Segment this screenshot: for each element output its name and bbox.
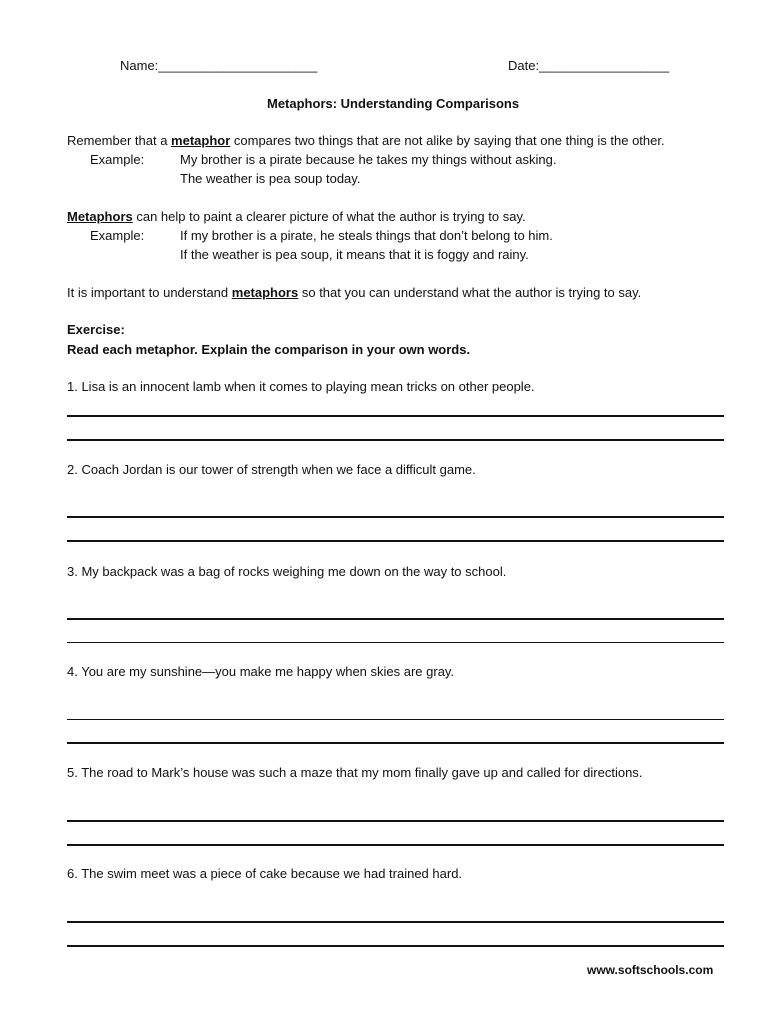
intro-post: compares two things that are not alike by saying that one thing is the other. [230, 133, 665, 148]
question-4: 4. You are my sunshine—you make me happy when skies are gray. [67, 664, 455, 679]
example-sentence-3: If my brother is a pirate, he steals things that don’t belong to him. [180, 228, 553, 243]
intro-line [67, 133, 665, 149]
answer-line-1a[interactable] [67, 415, 724, 417]
page-title: Metaphors: Understanding Comparisons [267, 96, 520, 111]
answer-line-5a[interactable] [67, 820, 724, 822]
answer-line-6a[interactable] [67, 921, 724, 923]
answer-line-4b[interactable] [67, 742, 724, 744]
term-metaphors: Metaphors [67, 209, 133, 224]
paint-line [67, 209, 526, 225]
exercise-instructions: Read each metaphor. Explain the comparison in your own words. [67, 342, 471, 357]
term-metaphors-2: metaphors [231, 285, 299, 300]
question-2: 2. Coach Jordan is our tower of strength when we face a difficult game. [67, 462, 476, 477]
date-label: Date: [508, 58, 540, 73]
example-label: Example: [90, 228, 145, 243]
answer-line-6b[interactable] [67, 945, 724, 947]
term-metaphor: metaphor [171, 133, 231, 148]
exercise-heading: Exercise: [67, 322, 125, 337]
paint-rest: can help to paint a clearer picture of what the author is trying to say. [132, 209, 526, 224]
question-6: 6. The swim meet was a piece of cake because we had trained hard. [67, 866, 463, 881]
important-pre: It is important to understand [67, 285, 232, 300]
example-sentence-1: My brother is a pirate because he takes my things without asking. [180, 152, 557, 167]
question-3: 3. My backpack was a bag of rocks weighing me down on the way to school. [67, 564, 507, 579]
name-blank[interactable]: ______________________ [158, 58, 318, 73]
footer-website[interactable]: www.softschools.com [587, 963, 714, 977]
answer-line-5b[interactable] [67, 844, 724, 846]
answer-line-2a[interactable] [67, 516, 724, 518]
question-1: 1. Lisa is an innocent lamb when it comes to playing mean tricks on other people. [67, 379, 535, 394]
name-label: Name: [120, 58, 159, 73]
date-blank[interactable]: __________________ [539, 58, 670, 73]
important-post: so that you can understand what the author is trying to say. [298, 285, 642, 300]
answer-line-3b[interactable] [67, 642, 724, 643]
answer-line-3a[interactable] [67, 618, 724, 620]
example-sentence-2: The weather is pea soup today. [180, 171, 361, 186]
important-line [67, 285, 641, 301]
intro-pre: Remember that a [67, 133, 172, 148]
name-field[interactable] [120, 58, 317, 74]
example-label: Example: [90, 152, 145, 167]
question-5: 5. The road to Mark’s house was such a maze that my mom finally gave up and called for directions. [67, 765, 643, 780]
answer-line-4a[interactable] [67, 719, 724, 720]
answer-line-1b[interactable] [67, 439, 724, 441]
answer-line-2b[interactable] [67, 540, 724, 542]
example-sentence-4: If the weather is pea soup, it means that it is foggy and rainy. [180, 247, 529, 262]
date-field[interactable] [508, 58, 669, 74]
